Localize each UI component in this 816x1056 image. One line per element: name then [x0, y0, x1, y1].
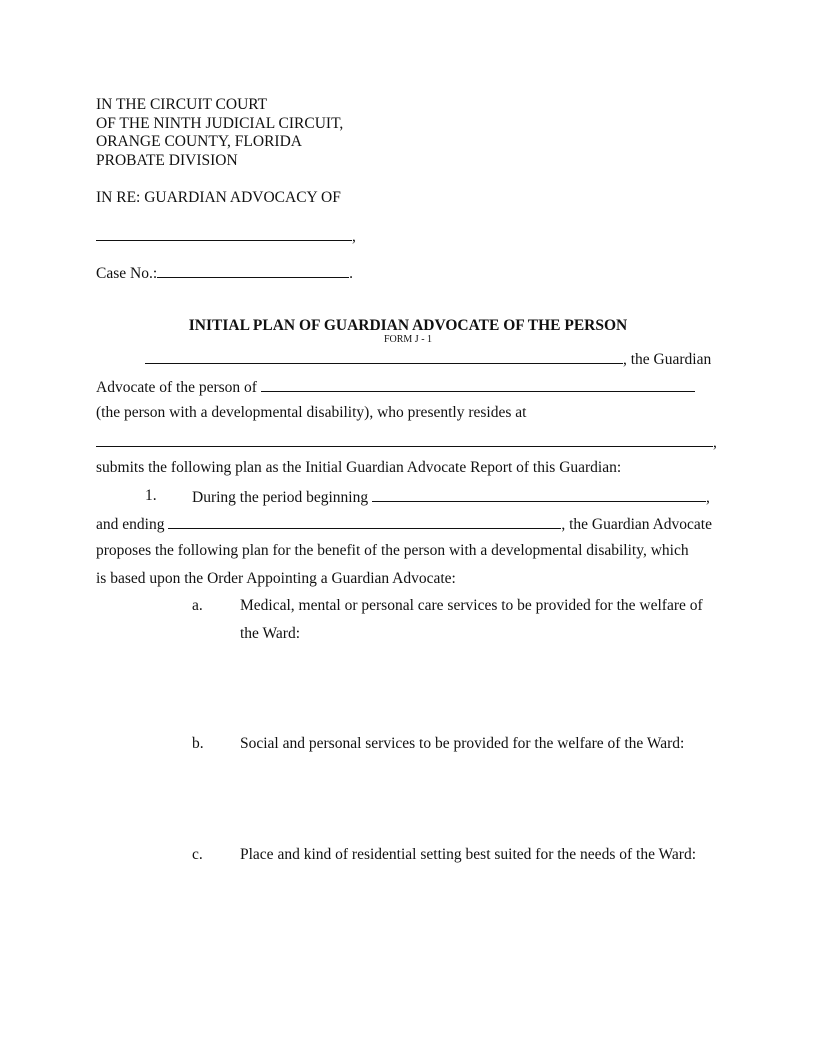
and-ending-text: and ending [96, 516, 165, 533]
guardian-name-line[interactable] [145, 349, 711, 369]
proposes-text: proposes the following plan for the benefit of the person with a developmental disability, which [96, 542, 689, 559]
address-line[interactable] [96, 432, 717, 452]
based-upon-text: is based upon the Order Appointing a Guardian Advocate: [96, 570, 456, 587]
case-number-line[interactable] [96, 263, 353, 283]
case-number-label: Case No.: [96, 265, 158, 282]
advocate-of-text: Advocate of the person of [96, 379, 257, 396]
subitem-a-text: Medical, mental or personal care services to be provided for the welfare of [240, 597, 703, 614]
subitem-c-text: Place and kind of residential setting best suited for the needs of the Ward: [240, 846, 697, 863]
person-of-line[interactable] [96, 377, 695, 397]
subitem-b-letter: b. [192, 735, 204, 752]
address-comma: , [713, 434, 717, 451]
period-beginning-comma: , [705, 489, 710, 506]
subitem-a-letter: a. [192, 597, 203, 614]
period-beginning-line[interactable] [192, 487, 710, 507]
circuit-name: OF THE NINTH JUDICIAL CIRCUIT, [96, 115, 344, 132]
guardian-name-blank[interactable] [145, 349, 623, 364]
subitem-c-letter: c. [192, 846, 203, 863]
ward-name-comma: , [352, 228, 356, 245]
case-number-period: . [349, 265, 354, 282]
resides-text: (the person with a developmental disability), who presently resides at [96, 404, 527, 421]
case-number-blank[interactable] [157, 263, 349, 278]
document-title: INITIAL PLAN OF GUARDIAN ADVOCATE OF THE PERSON [188, 317, 628, 334]
division-name: PROBATE DIVISION [96, 152, 238, 169]
form-id: FORM J - 1 [383, 334, 433, 345]
period-ending-line[interactable] [96, 514, 712, 534]
court-name: IN THE CIRCUIT COURT [96, 96, 268, 113]
address-blank[interactable] [96, 432, 713, 447]
county-name: ORANGE COUNTY, FLORIDA [96, 133, 302, 150]
period-beginning-blank[interactable] [372, 487, 706, 502]
in-re-heading: IN RE: GUARDIAN ADVOCACY OF [96, 189, 341, 206]
person-name-blank[interactable] [261, 377, 695, 392]
submits-text: submits the following plan as the Initial Guardian Advocate Report of this Guardian: [96, 459, 622, 476]
period-ending-blank[interactable] [168, 514, 561, 529]
ward-name-blank[interactable] [96, 226, 352, 241]
the-guardian-advocate-text: , the Guardian Advocate [561, 516, 712, 533]
ward-name-line[interactable] [96, 226, 356, 246]
subitem-a-text-cont: the Ward: [240, 625, 301, 642]
the-guardian-text: , the Guardian [623, 351, 712, 368]
period-beginning-text: During the period beginning [192, 489, 369, 506]
subitem-b-text: Social and personal services to be provided for the welfare of the Ward: [240, 735, 685, 752]
item-1-number: 1. [145, 487, 157, 504]
